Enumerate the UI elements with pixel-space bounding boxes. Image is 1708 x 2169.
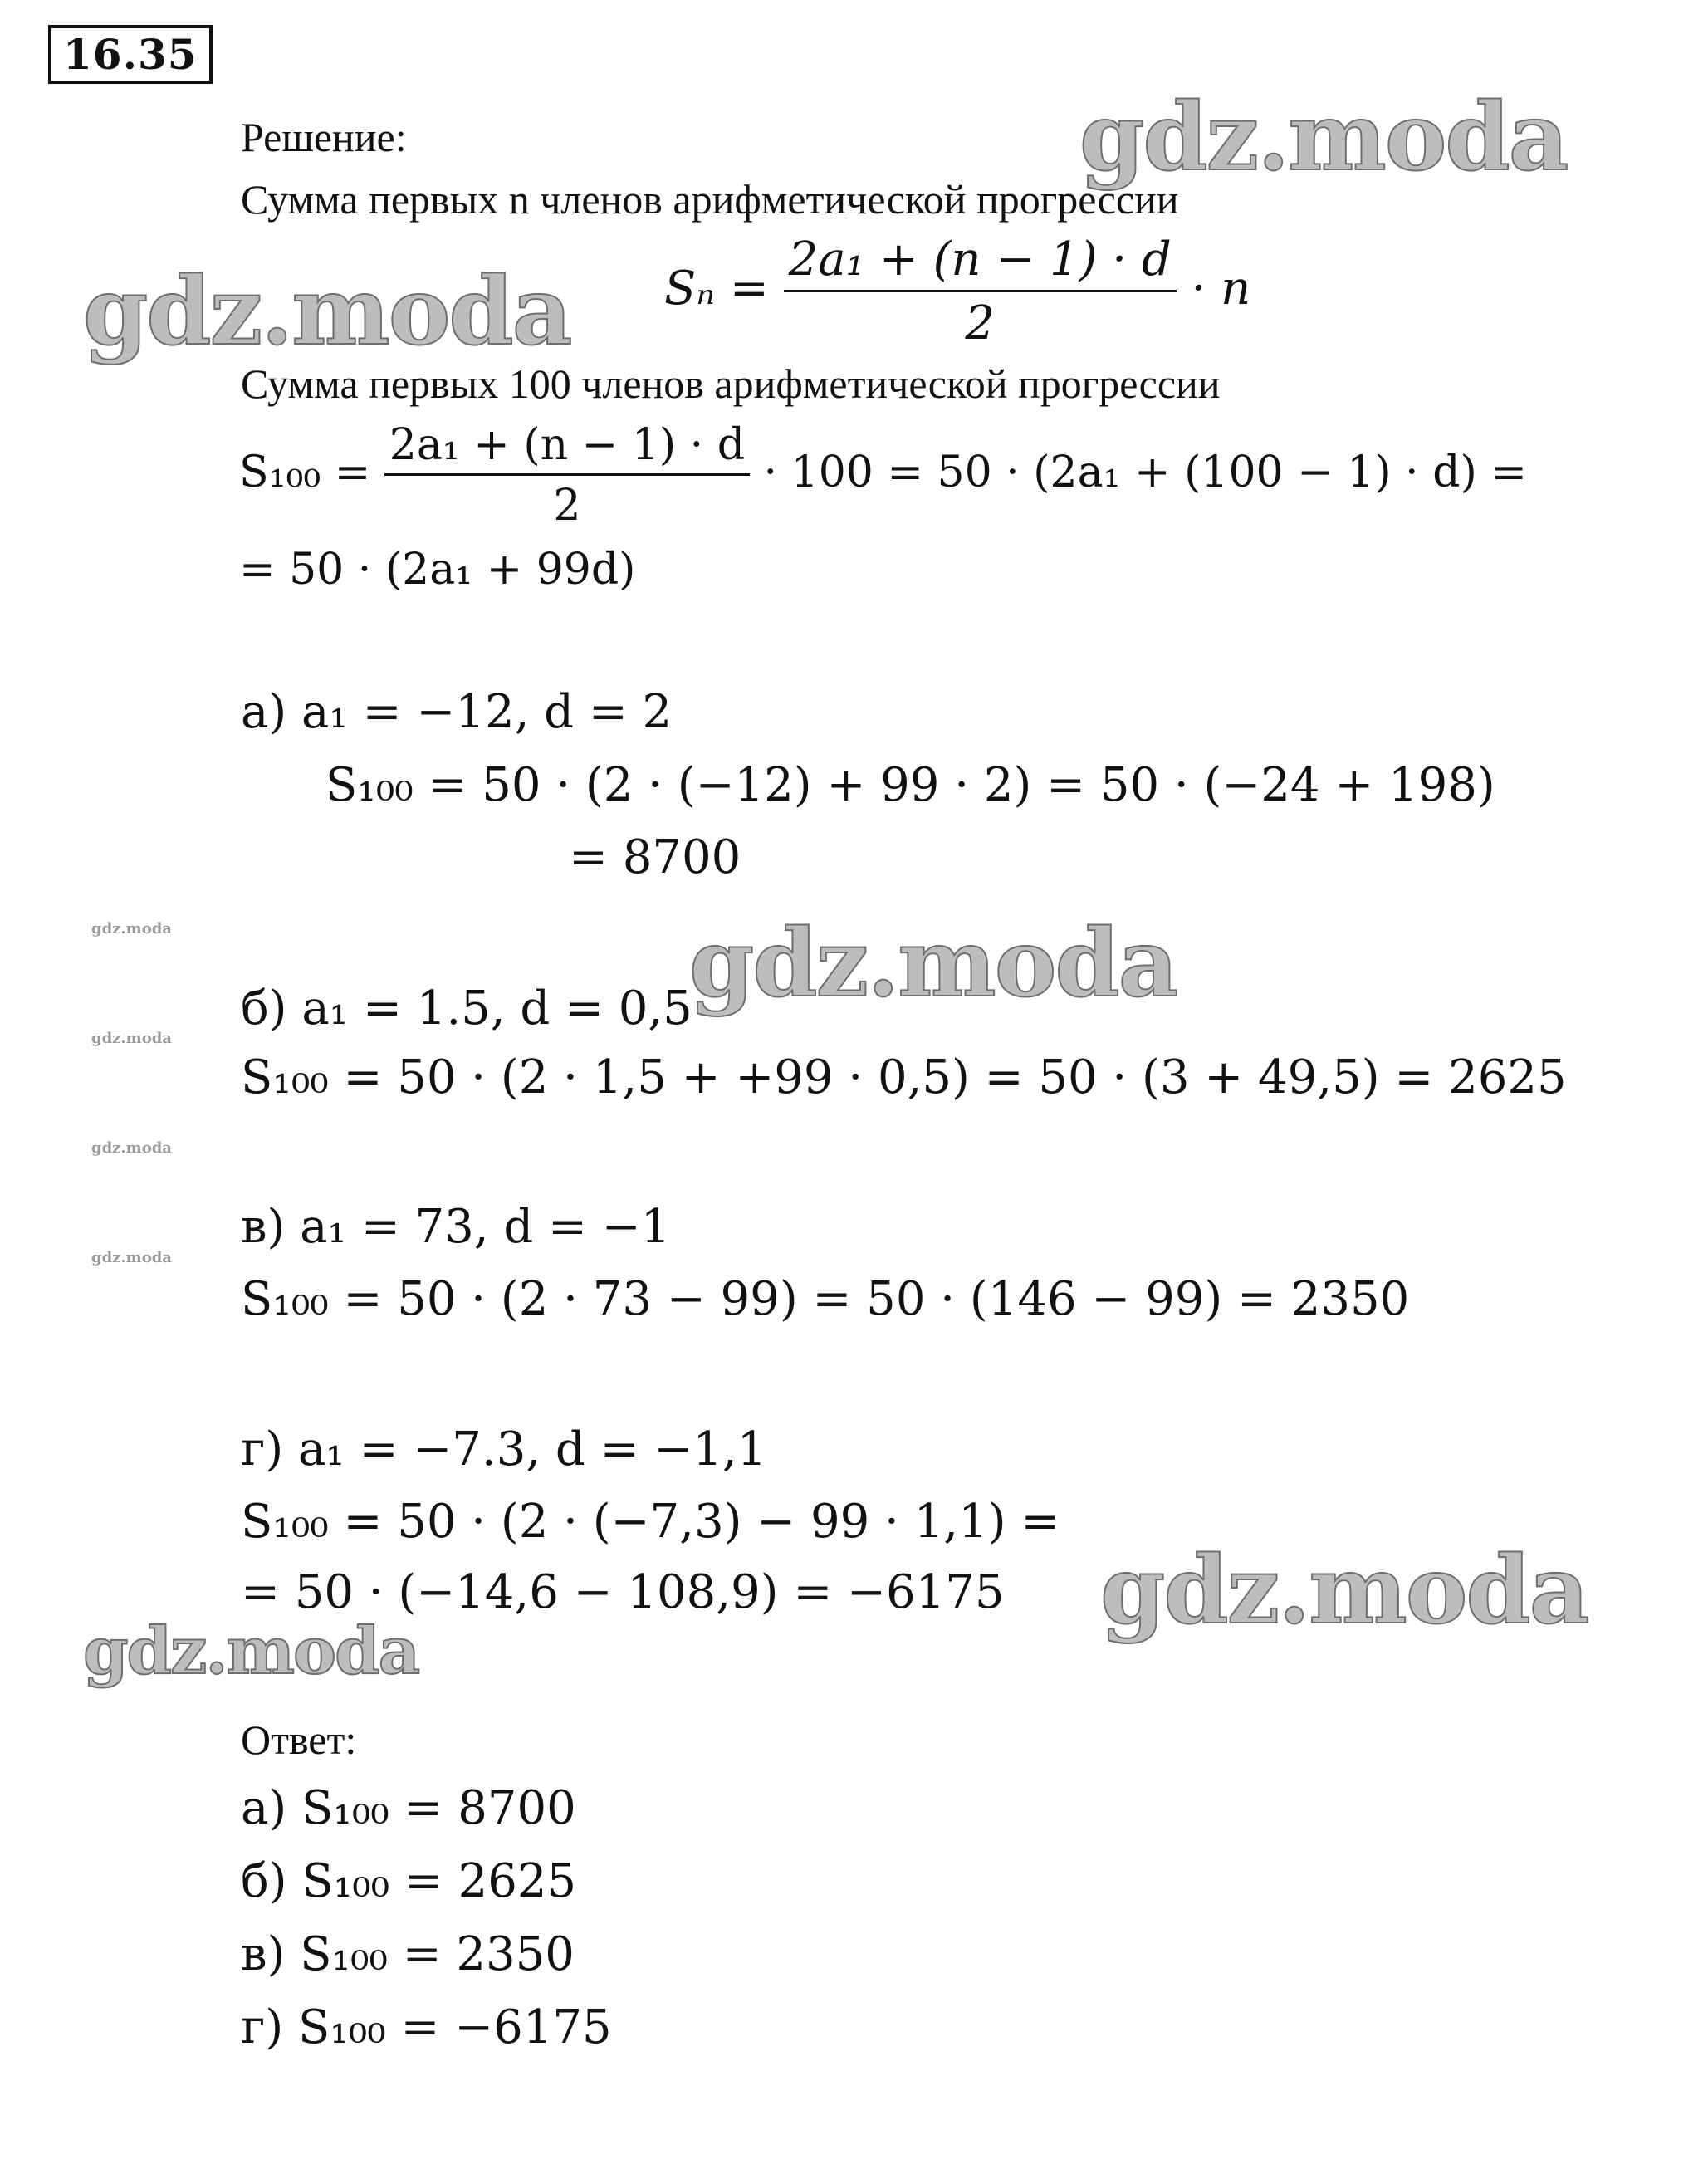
- part-b-line1: S₁₀₀ = 50 · (2 · 1,5 + +99 · 0,5) = 50 · (3 + 49,5) = 2625: [241, 1050, 1567, 1104]
- intro-text: Сумма первых n членов арифметической прогрессии: [241, 176, 1179, 223]
- sum100-rhs: · 100 = 50 · (2a₁ + (100 − 1) · d) =: [763, 448, 1527, 497]
- watermark: gdz.moda: [1079, 83, 1568, 192]
- general-formula-fraction: [784, 233, 1177, 350]
- part-a-given: а) a₁ = −12, d = 2: [241, 685, 673, 739]
- sum100-fraction: [384, 420, 750, 531]
- answer-label: Ответ:: [241, 1716, 357, 1763]
- sum100-lhs: S₁₀₀ =: [239, 448, 371, 497]
- part-g-given: г) a₁ = −7.3, d = −1,1: [241, 1422, 767, 1476]
- part-g-line1: S₁₀₀ = 50 · (2 · (−7,3) − 99 · 1,1) =: [241, 1495, 1060, 1549]
- fraction-denominator: 2: [553, 481, 581, 531]
- problem-number: 16.35: [48, 25, 213, 84]
- part-a-line1: S₁₀₀ = 50 · (2 · (−12) + 99 · 2) = 50 · (−24 + 198): [325, 758, 1495, 812]
- answer-g: г) S₁₀₀ = −6175: [241, 2000, 612, 2054]
- general-formula-rhs: · n: [1191, 262, 1251, 316]
- sum100-text: Сумма первых 100 членов арифметической прогрессии: [241, 360, 1221, 407]
- sum100-formula: [239, 420, 1527, 531]
- part-b-given: б) a₁ = 1.5, d = 0,5: [241, 982, 692, 1036]
- watermark: gdz.moda: [689, 909, 1177, 1018]
- answer-b: б) S₁₀₀ = 2625: [241, 1854, 577, 1908]
- fraction-numerator: 2a₁ + (n − 1) · d: [784, 237, 1177, 292]
- fraction-denominator: 2: [965, 296, 995, 350]
- solution-label: Решение:: [241, 114, 407, 160]
- general-formula: [664, 233, 1251, 350]
- watermark-small: gdz.moda: [91, 1249, 172, 1266]
- fraction-numerator: 2a₁ + (n − 1) · d: [384, 424, 750, 476]
- answer-v: в) S₁₀₀ = 2350: [241, 1927, 575, 1981]
- watermark-small: gdz.moda: [91, 1030, 172, 1047]
- watermark-small: gdz.moda: [91, 920, 172, 938]
- watermark: gdz.moda: [1100, 1536, 1588, 1645]
- part-v-given: в) a₁ = 73, d = −1: [241, 1200, 671, 1254]
- sum100-line2: = 50 · (2a₁ + 99d): [239, 545, 636, 595]
- watermark-small: gdz.moda: [91, 1139, 172, 1157]
- general-formula-lhs: Sₙ =: [664, 262, 769, 316]
- part-a-line2: = 8700: [569, 830, 741, 884]
- part-v-line1: S₁₀₀ = 50 · (2 · 73 − 99) = 50 · (146 − 99) = 2350: [241, 1272, 1410, 1326]
- part-g-line2: = 50 · (−14,6 − 108,9) = −6175: [241, 1565, 1005, 1619]
- answer-a: а) S₁₀₀ = 8700: [241, 1781, 576, 1835]
- watermark: gdz.moda: [83, 257, 571, 366]
- watermark: gdz.moda: [83, 1613, 419, 1689]
